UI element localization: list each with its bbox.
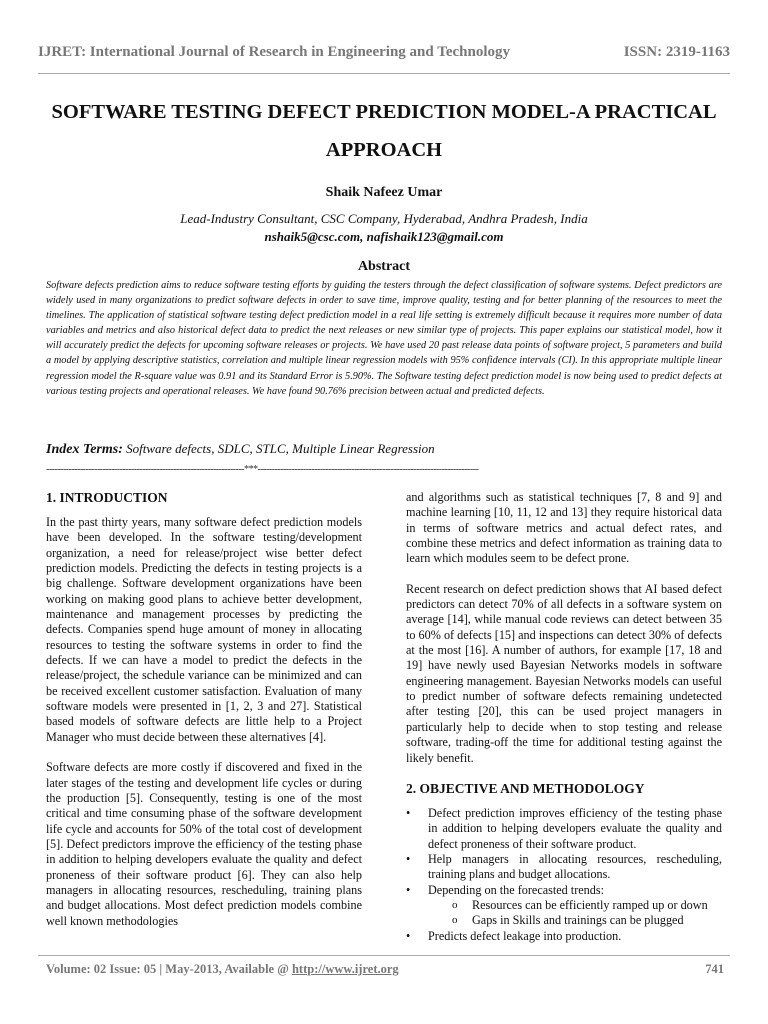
section-separator: ----------------------------------------------------------------------***------------------------------------------------------------------------------ bbox=[46, 464, 479, 475]
author-emails: nshaik5@csc.com, nafishaik123@gmail.com bbox=[264, 229, 504, 244]
author-affiliation: Lead-Industry Consultant, CSC Company, Hyderabad, Andhra Pradesh, India bbox=[180, 211, 588, 226]
title-line-2: APPROACH bbox=[325, 139, 443, 161]
list-item: • Predicts defect leakage into production. bbox=[406, 929, 722, 944]
issn: ISSN: 2319-1163 bbox=[623, 44, 730, 60]
running-footer bbox=[46, 962, 724, 977]
left-column bbox=[46, 490, 362, 944]
footer-volume: Volume: 02 Issue: 05 | May-2013, Available @ http://www.ijret.org bbox=[46, 962, 399, 976]
title-line-1: SOFTWARE TESTING DEFECT PREDICTION MODEL-A PRACTICAL bbox=[51, 101, 717, 123]
objective-heading: 2. OBJECTIVE AND METHODOLOGY bbox=[406, 780, 645, 796]
sub-list-item: o Resources can be efficiently ramped up or down bbox=[406, 898, 722, 913]
sub-list-item: o Gaps in Skills and trainings can be plugged bbox=[406, 913, 722, 928]
author-name: Shaik Nafeez Umar bbox=[325, 185, 443, 200]
page-number: 741 bbox=[705, 962, 724, 976]
footer-rule bbox=[38, 955, 730, 956]
paper-title bbox=[40, 93, 728, 169]
list-item: • Help managers in allocating resources, rescheduling, training plans and budget allocations. bbox=[406, 852, 722, 883]
journal-name: IJRET: International Journal of Research in Engineering and Technology bbox=[38, 44, 511, 60]
list-item: • Defect prediction improves efficiency of the testing phase in addition to helping developers evaluate the quality and defect proneness of their software product. bbox=[406, 806, 722, 852]
header-rule bbox=[38, 73, 730, 74]
right-column bbox=[406, 490, 722, 944]
intro-paragraph-3: and algorithms such as statistical techniques [7, 8 and 9] and machine learning [10, 11, 12 and 13] they require historical data in terms of software metrics and actual defect rates, and combine these metrics and defect information as training data to learn which modules seem to be defect prone. bbox=[406, 490, 722, 566]
intro-paragraph-4: Recent research on defect prediction shows that AI based defect predictors can detect 70% of all defects in a software system on average [14], while manual code reviews can detect between 35 to 60% of defects [15] and inspections can detect 30% of defects at the most [16]. A number of authors, for example [17, 18 and 19] have newly used Bayesian Networks models in software engineering management. Bayesian Networks models can useful to predict number of software defects remaining undetected after testing [20], this can be used project managers in particularly help to decide when to stop testing and release software, trading-off the time for additional testing against the likely benefit. bbox=[406, 581, 722, 765]
intro-heading: 1. INTRODUCTION bbox=[46, 490, 168, 505]
list-item: • Depending on the forecasted trends: bbox=[406, 883, 722, 898]
abstract-body: Software defects prediction aims to reduce software testing efforts by guiding the testers through the defect classification of software systems. Defect predictors are widely used in many organizations to predict software defects in order to save time, improve quality, testing and for better planning of the resources to meet the timelines. The application of statistical software testing defect prediction model in a real life setting is extremely difficult because it requires more number of data variables and metrics and also historical defect data to predict the next releases or new similar type of projects. This paper explains our statistical model, how it will accurately predict the defects for upcoming software releases or projects. We have used 20 past release data points of software project, 5 parameters and build a model by applying descriptive statistics, correlation and multiple linear regression models with 95% confidence intervals (CI). In this appropriate multiple linear regression model the R-square value was 0.91 and its Standard Error is 5.90%. The Software testing defect prediction model is now being used to predict defects at various testing projects and operational releases. We have found 90.76% precision between actual and predicted defects. bbox=[46, 280, 722, 397]
abstract-heading: Abstract bbox=[357, 259, 411, 274]
index-terms-label: Index Terms: bbox=[46, 442, 123, 457]
intro-paragraph-2: Software defects are more costly if discovered and fixed in the later stages of the testing and development life cycles or during the production [5]. Consequently, testing is one of the most critical and time consuming phase of the software development life cycle and accounts for 50% of the total cost of development [5]. Defect predictors improve the efficiency of the testing phase in addition to helping developers evaluate the quality and defect proneness of their software product [6]. They can also help managers in allocating resources, rescheduling, training plans and budget allocations. Most defect prediction models combine well known methodologies bbox=[46, 760, 362, 928]
intro-paragraph-1: In the past thirty years, many software defect prediction models have been developed. In the software testing/development organization, a need for release/project wise better defect prediction models. Predicting the defects in testing projects is a big challenge. Software development organizations have been working on making good plans to achieve better development, maintenance and management processes by predicting the defects. Companies spend huge amount of money in allocating resources to testing the software systems in order to find the defects. If we can have a model to predict the defects in the release/project, the schedule variance can be minimized and can be received excellent customer satisfaction. Evaluation of many software models were presented in [1, 2, 3 and 27]. Statistical based models of software defects are little help to a Project Manager who must decide between these alternatives [4]. bbox=[46, 515, 362, 744]
index-terms bbox=[46, 441, 435, 458]
journal-link[interactable]: http://www.ijret.org bbox=[291, 962, 399, 976]
objective-list bbox=[406, 806, 722, 944]
running-header bbox=[38, 44, 730, 61]
index-terms-list: Software defects, SDLC, STLC, Multiple Linear Regression bbox=[126, 441, 435, 456]
